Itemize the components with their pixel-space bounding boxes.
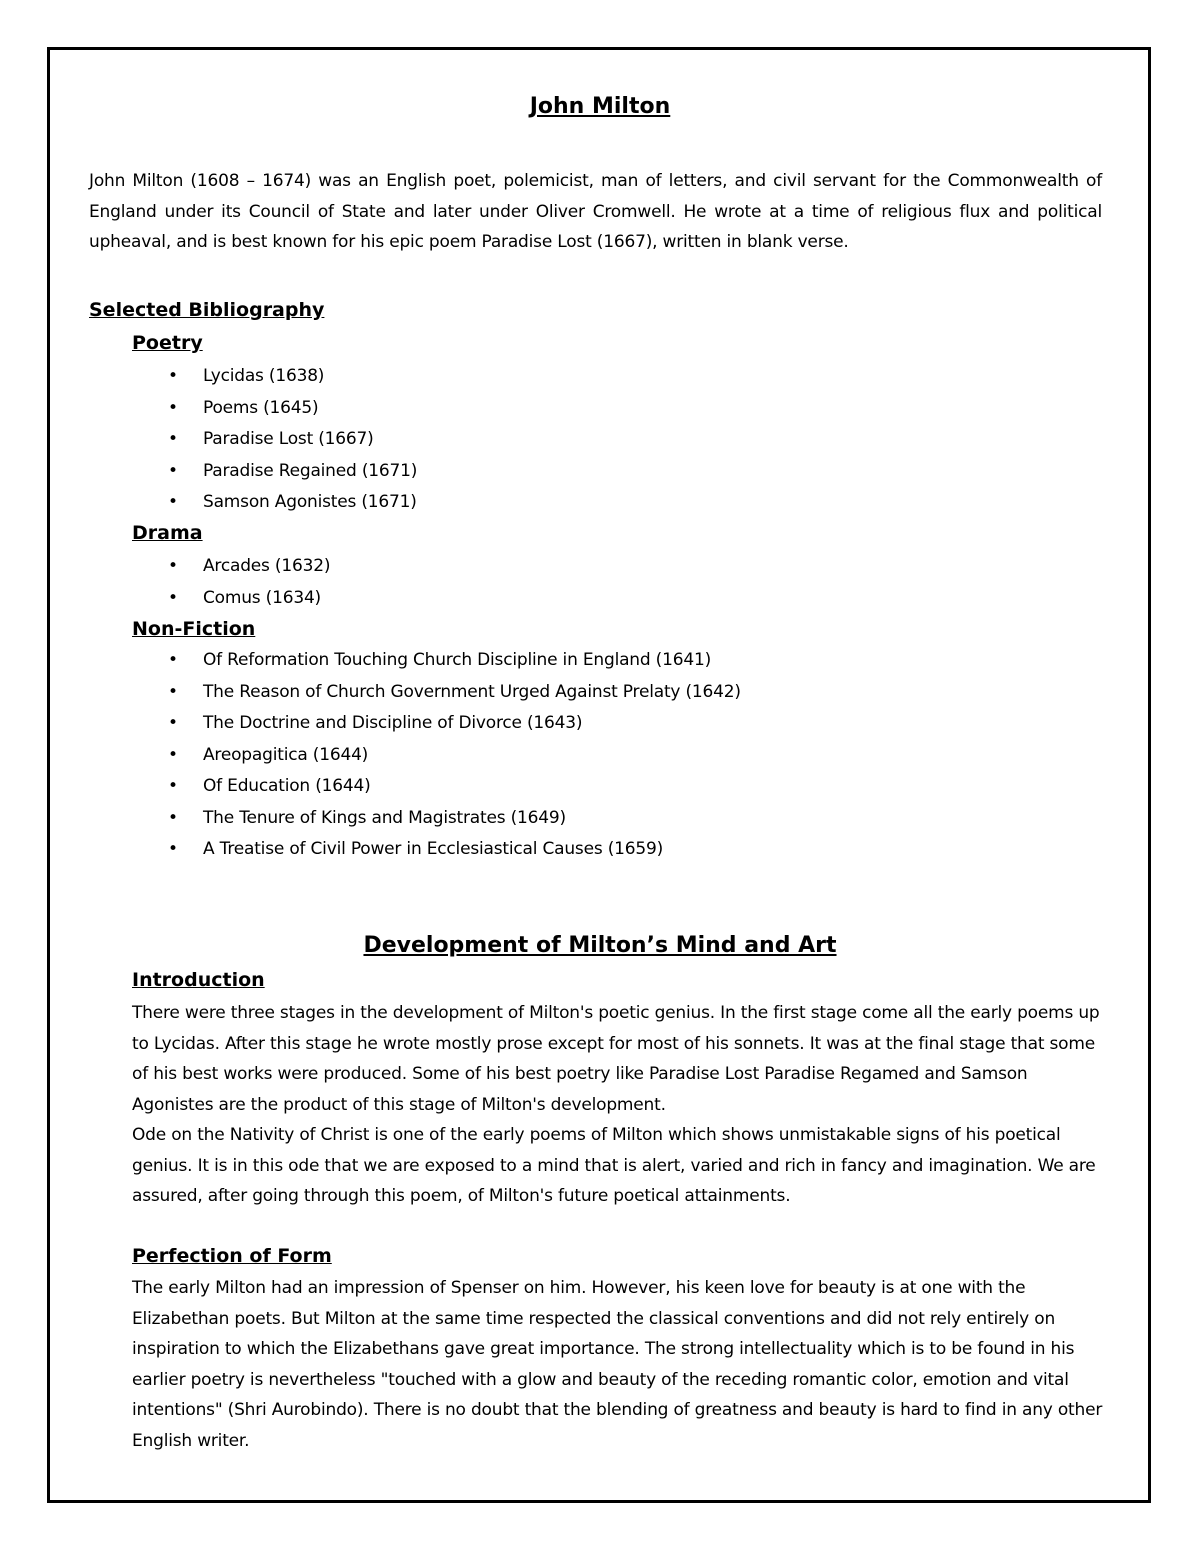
list-item: • Of Education (1644) bbox=[132, 771, 741, 803]
drama-heading: Drama bbox=[132, 522, 203, 544]
perfection-heading: Perfection of Form bbox=[132, 1245, 332, 1267]
introduction-paragraph: There were three stages in the development of Milton's poetic genius. In the first stage come all the early poems up to Lycidas. After this stage he wrote mostly prose except for most of his sonnets. It was at the final stage that some of his best works were produced. Some of his best poetry like Paradise Lost Paradise Regamed and Samson Agonistes are the product of this stage of Milton's development. bbox=[132, 1003, 1100, 1115]
list-item: • A Treatise of Civil Power in Ecclesiastical Causes (1659) bbox=[132, 834, 741, 866]
list-item: • Comus (1634) bbox=[132, 583, 330, 615]
list-item: • Samson Agonistes (1671) bbox=[132, 487, 417, 519]
list-item: • The Reason of Church Government Urged Against Prelaty (1642) bbox=[132, 677, 741, 709]
intro-paragraph: John Milton (1608 – 1674) was an English poet, polemicist, man of letters, and civil servant for the Commonwealth of England under its Council of State and later under Oliver Cromwell. He wrote at a time of religious flux and political upheaval, and is best known for his epic poem Paradise Lost (1667), written in blank verse. bbox=[89, 171, 1102, 252]
list-item: • Arcades (1632) bbox=[132, 551, 330, 583]
list-item: • Paradise Regained (1671) bbox=[132, 456, 417, 488]
list-item: • The Tenure of Kings and Magistrates (1649) bbox=[132, 803, 741, 835]
list-item: • Poems (1645) bbox=[132, 393, 417, 425]
list-item: • Lycidas (1638) bbox=[132, 361, 417, 393]
nonfiction-list bbox=[132, 645, 741, 866]
introduction-heading: Introduction bbox=[132, 969, 265, 991]
list-item: • Areopagitica (1644) bbox=[132, 740, 741, 772]
development-title: Development of Milton’s Mind and Art bbox=[363, 933, 837, 958]
poetry-heading: Poetry bbox=[132, 332, 203, 354]
bibliography-heading: Selected Bibliography bbox=[89, 299, 325, 321]
list-item: • Of Reformation Touching Church Discipline in England (1641) bbox=[132, 645, 741, 677]
nonfiction-heading: Non-Fiction bbox=[132, 618, 256, 640]
drama-list bbox=[132, 551, 330, 614]
page-title: John Milton bbox=[529, 94, 671, 119]
nativity-paragraph: Ode on the Nativity of Christ is one of the early poems of Milton which shows unmistakable signs of his poetical genius. It is in this ode that we are exposed to a mind that is alert, varied and rich in fancy and imagination. We are assured, after going through this poem, of Milton's future poetical attainments. bbox=[132, 1125, 1096, 1206]
poetry-list bbox=[132, 361, 417, 519]
perfection-paragraph: The early Milton had an impression of Spenser on him. However, his keen love for beauty is at one with the Elizabethan poets. But Milton at the same time respected the classical conventions and did not rely entirely on inspiration to which the Elizabethans gave great importance. The strong intellectuality which is to be found in his earlier poetry is nevertheless "touched with a glow and beauty of the receding romantic color, emotion and vital intentions" (Shri Aurobindo). There is no doubt that the blending of greatness and beauty is hard to find in any other English writer. bbox=[132, 1278, 1103, 1451]
list-item: • Paradise Lost (1667) bbox=[132, 424, 417, 456]
list-item: • The Doctrine and Discipline of Divorce (1643) bbox=[132, 708, 741, 740]
